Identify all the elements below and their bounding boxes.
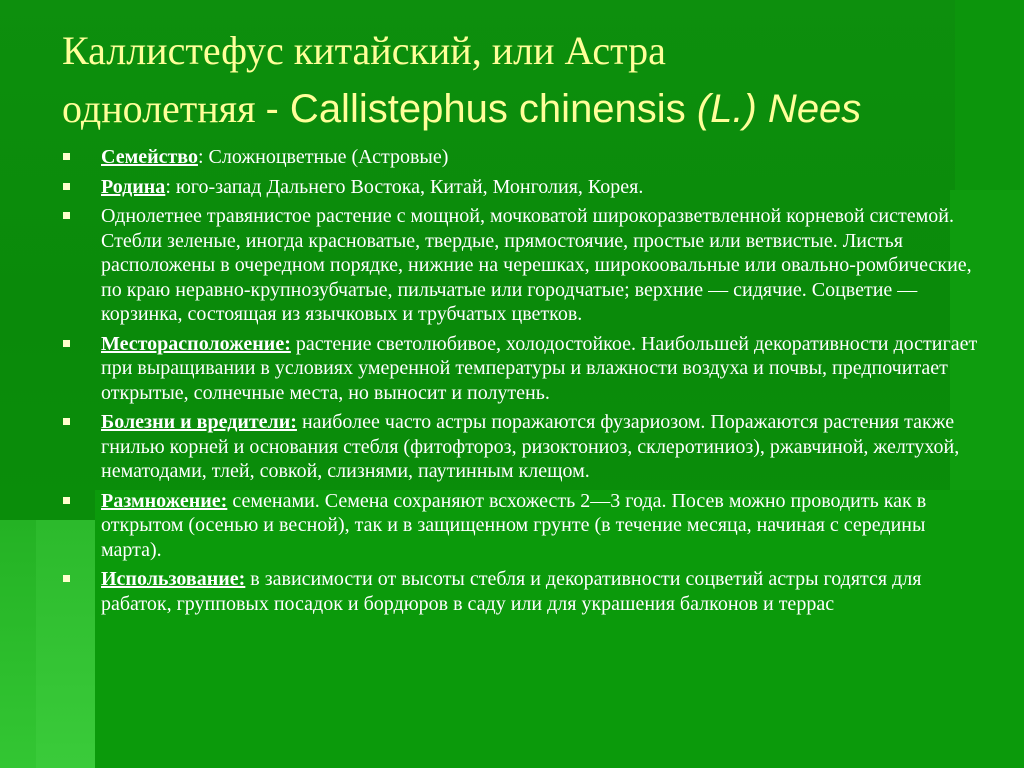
title-dash: - [265,87,279,131]
bullet-propagation [62,489,982,563]
bullet-text: : юго-запад Дальнего Востока, Китай, Монголия, Корея. [165,175,644,198]
bullet-text: семенами. Семена сохраняют всхожесть 2—3 года. Посев можно проводить как в открытом (осенью и весной), так и в защищенном грунте (в течение месяца, начиная с середины марта). [101,489,927,561]
square-bullet-icon [63,497,70,504]
bullet-text: Однолетнее травянистое растение с мощной, мочковатой широкоразветвленной корневой системой. Стебли зеленые, иногда красноватые, твердые, прямостоячие, простые или ветвистые. Листья расположены в очередном порядке, нижние на черешках, широкоовальные или овально-ромбические, по краю неравно-крупнозубчатые, пильчатые или городчатые; верхние — сидячие. Соцветие — корзинка, состоящая из язычковых и трубчатых цветков. [101,205,972,325]
square-bullet-icon [63,340,70,347]
bullet-usage [62,567,982,616]
bullet-heading: Родина [101,175,166,198]
square-bullet-icon [63,153,70,160]
square-bullet-icon [63,418,70,425]
square-bullet-icon [63,183,70,190]
bullet-list [62,145,982,621]
bullet-heading: Месторасположение: [101,332,291,355]
bullet-description [62,204,982,327]
square-bullet-icon [63,212,70,219]
bullet-heading: Использование: [101,568,246,590]
bullet-text: наиболее часто астры поражаются фузариозом. Поражаются растения также гнилью корней и основания стебля (фитофтороз, ризоктониоз, склеротиниоз), ржавчиной, желтухой, нематодами, тлей, совкой, слизнями, паутинным клещом. [101,411,960,482]
title-latin-name: Callistephus chinensis [278,87,697,131]
bullet-diseases [62,410,982,484]
title-line-1: Каллистефус китайский, или Астра [62,28,666,73]
title-author: (L.) Nees [696,87,862,131]
bullet-location [62,332,982,406]
bullet-heading: Семейство [101,146,198,168]
title-line-2-prefix: однолетняя [62,86,266,131]
bullet-text: в зависимости от высоты стебля и декоративности соцветий астры годятся для рабаток, групповых посадок и бордюров в саду или для украшения балконов и террас [101,568,922,615]
slide-title [62,22,962,138]
bullet-heading: Размножение: [101,489,228,512]
square-bullet-icon [63,575,70,582]
bullet-heading: Болезни и вредители: [101,411,297,433]
bullet-text: растение светолюбивое, холодостойкое. Наибольшей декоративности достигает при выращивании в условиях умеренной температуры и влажности воздуха и почвы, предпочитает открытые, солнечные места, но выносит и полутень. [101,332,978,404]
bullet-family [62,145,982,170]
bullet-text: : Сложноцветные (Астровые) [197,146,449,168]
bullet-homeland [62,175,982,200]
